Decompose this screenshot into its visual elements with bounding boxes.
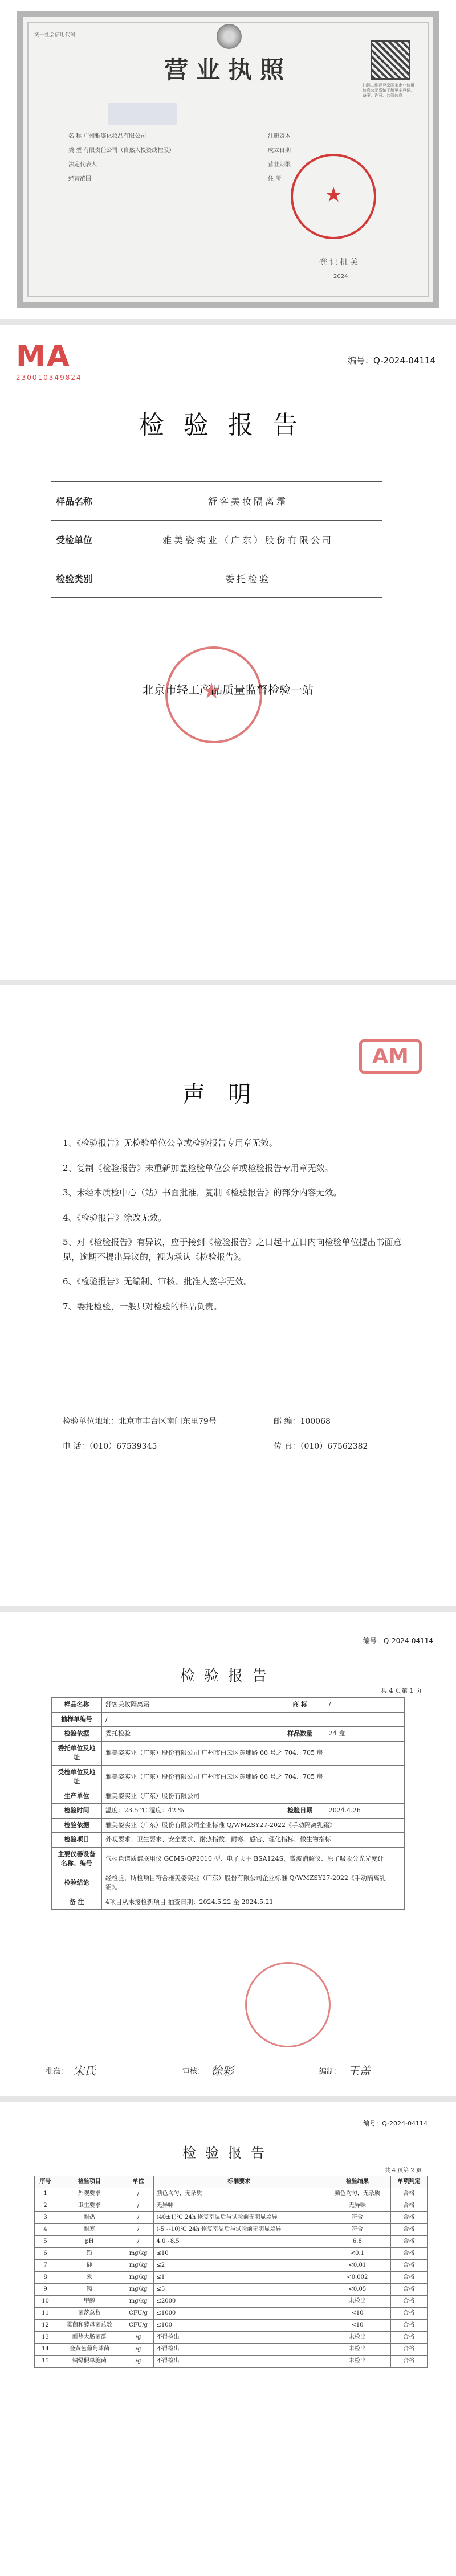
table-cell: 合格 (390, 2356, 427, 2368)
table-cell: 耐热 (56, 2212, 123, 2224)
report-title: 检验报告 (182, 2145, 274, 2161)
table-cell: <0.01 (324, 2260, 391, 2272)
table-cell: 6.8 (324, 2236, 391, 2248)
table-cell: (-5~-10)℃ 24h 恢复室温后与试验前无明显差异 (154, 2224, 324, 2236)
inspection-organization: 北京市轻工产品质量监督检验一站 (142, 683, 314, 697)
list-item: 1、《检验报告》无检验单位公章或检验报告专用章无效。 (63, 1138, 278, 1148)
page-divider (0, 1606, 456, 1612)
list-item: 7、委托检验，一般只对检验的样品负责。 (63, 1301, 222, 1312)
table-cell: 符合 (324, 2212, 391, 2224)
detail-value: 经检验，所检项目符合雅美姿实业（广东）股份有限公司企业标准 Q/WMZSY27-2022《手动隔离乳霜》。 (102, 1871, 405, 1895)
statement-footer (63, 1415, 427, 1465)
lab-postcode: 邮 编：100068 (274, 1417, 331, 1426)
cover-value: 舒客美妆隔离霜 (114, 482, 382, 521)
list-item: 4、《检验报告》涂改无效。 (63, 1212, 167, 1223)
table-cell: 4 (35, 2224, 56, 2236)
table-cell: mg/kg (123, 2284, 154, 2296)
table-row (52, 1712, 405, 1727)
qr-code-icon (370, 40, 410, 80)
table-cell: 耐寒 (56, 2224, 123, 2236)
license-founded: 成立日期 (268, 148, 291, 154)
table-cell: 符合 (324, 2224, 391, 2236)
license-qr-note: 扫描二维码登录国家企业信用信息公示系统了解更多登记、备案、许可、监管信息 (363, 83, 414, 99)
table-cell: /g (123, 2344, 154, 2356)
detail-value: 雅美姿实业（广东）股份有限公司 广州市白云区黄埔路 66 号之 704、705 房 (102, 1741, 405, 1765)
lab-fax: 传 真：（010）67562382 (274, 1442, 368, 1451)
detail-label: 检验日期 (275, 1804, 325, 1819)
table-cell: mg/kg (123, 2296, 154, 2308)
table-cell: ≤100 (154, 2320, 324, 2332)
table-cell: 汞 (56, 2272, 123, 2284)
table-row (35, 2212, 427, 2224)
report-number: 编号：Q-2024-04114 (363, 1637, 433, 1645)
table-row (35, 2308, 427, 2320)
cover-value: 雅美姿实业（广东）股份有限公司 (114, 521, 382, 559)
table-cell: CFU/g (123, 2308, 154, 2320)
am-logo: AM (359, 1039, 422, 1074)
table-cell: mg/kg (123, 2260, 154, 2272)
table-cell: 合格 (390, 2200, 427, 2212)
table-row (35, 2236, 427, 2248)
page-indicator: 共 4 页第 1 页 (381, 1687, 422, 1694)
redacted-block (108, 103, 177, 125)
table-cell: 合格 (390, 2236, 427, 2248)
detail-value: 外观要求、卫生要求、安全要求、耐热指数、耐寒、感官、理化指标、微生物指标 (102, 1833, 405, 1848)
table-row (35, 2284, 427, 2296)
table-cell: 13 (35, 2332, 56, 2344)
cover-label: 检验类别 (51, 559, 114, 598)
table-cell: CFU/g (123, 2320, 154, 2332)
table-row (35, 2320, 427, 2332)
table-cell: 未检出 (324, 2332, 391, 2344)
statement-page (0, 985, 456, 1606)
cover-label: 样品名称 (51, 482, 114, 521)
table-cell: 8 (35, 2272, 56, 2284)
license-term: 营业期限 (268, 162, 291, 168)
detail-label: 检验时间 (52, 1804, 102, 1819)
table-row (52, 1895, 405, 1910)
column-header: 单项判定 (390, 2176, 427, 2188)
table-cell: 颜色均匀，无杂质 (154, 2188, 324, 2200)
table-row (51, 559, 382, 598)
license-credit-code: 统一社会信用代码 (34, 32, 76, 38)
table-cell: / (123, 2224, 154, 2236)
table-row (52, 1871, 405, 1895)
reviewer-label: 审核： (182, 2067, 205, 2076)
table-cell: mg/kg (123, 2272, 154, 2284)
table-cell: 菌落总数 (56, 2308, 123, 2320)
table-row (35, 2344, 427, 2356)
table-cell: 合格 (390, 2332, 427, 2344)
list-item: 5、对《检验报告》有异议，应于接到《检验报告》之日起十五日内向检验单位提出书面意见，逾期不提出异议的，视为承认《检验报告》。 (63, 1237, 402, 1262)
table-cell: ≤2 (154, 2260, 324, 2272)
table-cell: ≤10 (154, 2248, 324, 2260)
table-cell: pH (56, 2236, 123, 2248)
table-cell: 无异味 (154, 2200, 324, 2212)
detail-label: 主要仪器设备名称、编号 (52, 1847, 102, 1871)
report-detail-page (0, 1612, 456, 2096)
table-cell: 未检出 (324, 2296, 391, 2308)
table-cell: 合格 (390, 2272, 427, 2284)
detail-label: 检验依据 (52, 1727, 102, 1742)
detail-label: 样品数量 (275, 1727, 325, 1742)
table-cell: 合格 (390, 2224, 427, 2236)
table-row (52, 1765, 405, 1789)
business-license-page (0, 0, 456, 319)
detail-value: / (102, 1712, 405, 1727)
table-row (35, 2260, 427, 2272)
table-cell: 未检出 (324, 2356, 391, 2368)
cma-number: 230010349824 (16, 374, 82, 382)
table-cell: 铅 (56, 2248, 123, 2260)
table-cell: <10 (324, 2308, 391, 2320)
results-table (34, 2176, 427, 2368)
red-official-seal (291, 154, 376, 239)
table-cell: mg/kg (123, 2248, 154, 2260)
table-cell: 不得检出 (154, 2332, 324, 2344)
results-page (0, 2102, 456, 2576)
cover-info-table (51, 481, 382, 598)
approver-label: 批准： (46, 2067, 68, 2076)
table-row (35, 2356, 427, 2368)
license-scope: 经营范围 (68, 176, 91, 182)
detail-label: 受检单位及地址 (52, 1765, 102, 1789)
approver-signature: 宋氏 (73, 2064, 96, 2078)
table-cell: 3 (35, 2212, 56, 2224)
table-cell: 合格 (390, 2248, 427, 2260)
table-cell: 1 (35, 2188, 56, 2200)
report-cover-page (0, 325, 456, 980)
detail-label: 委托单位及地址 (52, 1741, 102, 1765)
table-cell: /g (123, 2332, 154, 2344)
license-capital: 注册资本 (268, 133, 291, 140)
detail-label: 检验结论 (52, 1871, 102, 1895)
cover-label: 受检单位 (51, 521, 114, 559)
detail-label: 商 标 (275, 1698, 325, 1713)
table-cell: 合格 (390, 2308, 427, 2320)
table-row (51, 521, 382, 559)
table-cell: 合格 (390, 2188, 427, 2200)
table-cell: 合格 (390, 2296, 427, 2308)
detail-value: 雅美姿实业（广东）股份有限公司 (102, 1789, 405, 1804)
table-cell: 外观要求 (56, 2188, 123, 2200)
national-emblem-icon (217, 24, 242, 49)
detail-label: 备 注 (52, 1895, 102, 1910)
detail-label: 检验依据 (52, 1818, 102, 1833)
list-item: 6、《检验报告》无编制、审核、批准人签字无效。 (63, 1276, 253, 1287)
table-row (35, 2272, 427, 2284)
table-row (35, 2188, 427, 2200)
page-indicator: 共 4 页第 2 页 (384, 2168, 422, 2174)
detail-value: 舒客美妆隔离霜 (102, 1698, 275, 1713)
table-cell: 铜绿假单胞菌 (56, 2356, 123, 2368)
table-cell: (40±1)℃ 24h 恢复室温后与试验前无明显差异 (154, 2212, 324, 2224)
report-number: 编号：Q-2024-04114 (348, 355, 435, 366)
table-cell: 颜色均匀，无杂质 (324, 2188, 391, 2200)
cma-logo-text: MA (16, 339, 71, 374)
table-cell: 合格 (390, 2344, 427, 2356)
detail-value: 雅美姿实业（广东）股份有限公司 广州市白云区黄埔路 66 号之 704、705 房 (102, 1765, 405, 1789)
table-cell: 6 (35, 2248, 56, 2260)
table-cell: 4.0~8.5 (154, 2236, 324, 2248)
table-row (52, 1804, 405, 1819)
table-cell: / (123, 2188, 154, 2200)
column-header: 标准要求 (154, 2176, 324, 2188)
column-header: 单位 (123, 2176, 154, 2188)
table-cell: 未检出 (324, 2344, 391, 2356)
license-type: 类 型 有限责任公司（自然人投资或控股） (68, 148, 175, 154)
table-cell: 无异味 (324, 2200, 391, 2212)
cma-logo (16, 339, 101, 382)
page-divider (0, 2096, 456, 2102)
table-cell: ≤1000 (154, 2308, 324, 2320)
report-title: 检验报告 (139, 411, 317, 440)
list-item: 2、复制《检验报告》未重新加盖检验单位公章或检验报告专用章无效。 (63, 1162, 333, 1173)
table-row (35, 2248, 427, 2260)
table-cell: 合格 (390, 2284, 427, 2296)
license-legal: 法定代表人 (68, 162, 97, 168)
statement-title: 声明 (182, 1082, 274, 1108)
reviewer-signature: 徐彩 (211, 2064, 234, 2078)
table-cell: 镉 (56, 2284, 123, 2296)
table-cell: 12 (35, 2320, 56, 2332)
lab-tel: 电 话：（010）67539345 (63, 1442, 157, 1451)
license-name: 名 称 广州雅姿化妆品有限公司 (68, 133, 146, 140)
page-divider (0, 980, 456, 985)
list-item: 3、未经本质检中心（站）书面批准，复制《检验报告》的部分内容无效。 (63, 1187, 342, 1198)
table-cell: /g (123, 2356, 154, 2368)
editor-signature: 王盖 (348, 2064, 370, 2078)
detail-label: 样品名称 (52, 1698, 102, 1713)
license-address: 住 所 (268, 176, 282, 182)
page-divider (0, 319, 456, 325)
table-cell: 合格 (390, 2320, 427, 2332)
table-cell: 霉菌和酵母菌总数 (56, 2320, 123, 2332)
table-cell: / (123, 2236, 154, 2248)
table-cell: <0.002 (324, 2272, 391, 2284)
license-frame (17, 11, 439, 308)
table-row (52, 1741, 405, 1765)
table-cell: ≤1 (154, 2272, 324, 2284)
table-cell: 7 (35, 2260, 56, 2272)
table-cell: 不得检出 (154, 2356, 324, 2368)
table-row (35, 2224, 427, 2236)
editor-label: 编制： (319, 2067, 342, 2076)
cover-value: 委托检验 (114, 559, 382, 598)
red-official-seal (245, 1962, 331, 2047)
detail-value: 委托检验 (102, 1727, 275, 1742)
table-cell: 耐热大肠菌群 (56, 2332, 123, 2344)
table-row (52, 1727, 405, 1742)
table-row (35, 2332, 427, 2344)
table-row (51, 482, 382, 521)
table-cell: 11 (35, 2308, 56, 2320)
table-cell: 合格 (390, 2260, 427, 2272)
table-cell: 9 (35, 2284, 56, 2296)
table-cell: 合格 (390, 2212, 427, 2224)
table-cell: <10 (324, 2320, 391, 2332)
table-cell: 10 (35, 2296, 56, 2308)
table-cell: / (123, 2212, 154, 2224)
detail-value: 2024.4.26 (325, 1804, 404, 1819)
table-cell: 14 (35, 2344, 56, 2356)
lab-address: 检验单位地址：北京市丰台区南门东里79号 (63, 1417, 217, 1426)
table-cell: <0.1 (324, 2248, 391, 2260)
column-header: 序号 (35, 2176, 56, 2188)
table-row (52, 1847, 405, 1871)
table-cell: ≤5 (154, 2284, 324, 2296)
detail-table (51, 1697, 405, 1910)
table-cell: 15 (35, 2356, 56, 2368)
table-header-row (35, 2176, 427, 2188)
detail-value: 温度：23.5 ℃ 湿度：42 % (102, 1804, 275, 1819)
report-title: 检验报告 (180, 1668, 276, 1685)
statement-list (63, 1136, 405, 1324)
table-cell: / (123, 2200, 154, 2212)
table-row (52, 1818, 405, 1833)
table-row (35, 2296, 427, 2308)
detail-value: 24 盒 (325, 1727, 404, 1742)
table-cell: 卫生要求 (56, 2200, 123, 2212)
detail-value: / (325, 1698, 404, 1713)
table-cell: 2 (35, 2200, 56, 2212)
table-row (52, 1789, 405, 1804)
table-row (52, 1833, 405, 1848)
detail-value: 雅美姿实业（广东）股份有限公司企业标准 Q/WMZSY27-2022《手动隔离乳霜》 (102, 1818, 405, 1833)
table-row (35, 2200, 427, 2212)
table-row (52, 1698, 405, 1713)
detail-value: 4项目从未接检新项目 抽查日期：2024.5.22 至 2024.5.21 (102, 1895, 405, 1910)
detail-value: 气相色谱质谱联用仪 GCMS-QP2010 型、电子天平 BSA124S、微波消解仪、原子吸收分光光度计 (102, 1847, 405, 1871)
license-date: 2024 (333, 273, 348, 280)
table-cell: 5 (35, 2236, 56, 2248)
detail-label: 抽样单编号 (52, 1712, 102, 1727)
table-cell: 砷 (56, 2260, 123, 2272)
table-cell: <0.05 (324, 2284, 391, 2296)
license-title: 营业执照 (164, 56, 292, 84)
detail-label: 检验项目 (52, 1833, 102, 1848)
table-cell: 金黄色葡萄球菌 (56, 2344, 123, 2356)
report-number: 编号：Q-2024-04114 (363, 2120, 427, 2127)
table-cell: 不得检出 (154, 2344, 324, 2356)
license-issuer: 登记机关 (319, 258, 360, 267)
table-cell: 甲醇 (56, 2296, 123, 2308)
column-header: 检验结果 (324, 2176, 391, 2188)
detail-label: 生产单位 (52, 1789, 102, 1804)
column-header: 检验项目 (56, 2176, 123, 2188)
table-cell: ≤2000 (154, 2296, 324, 2308)
